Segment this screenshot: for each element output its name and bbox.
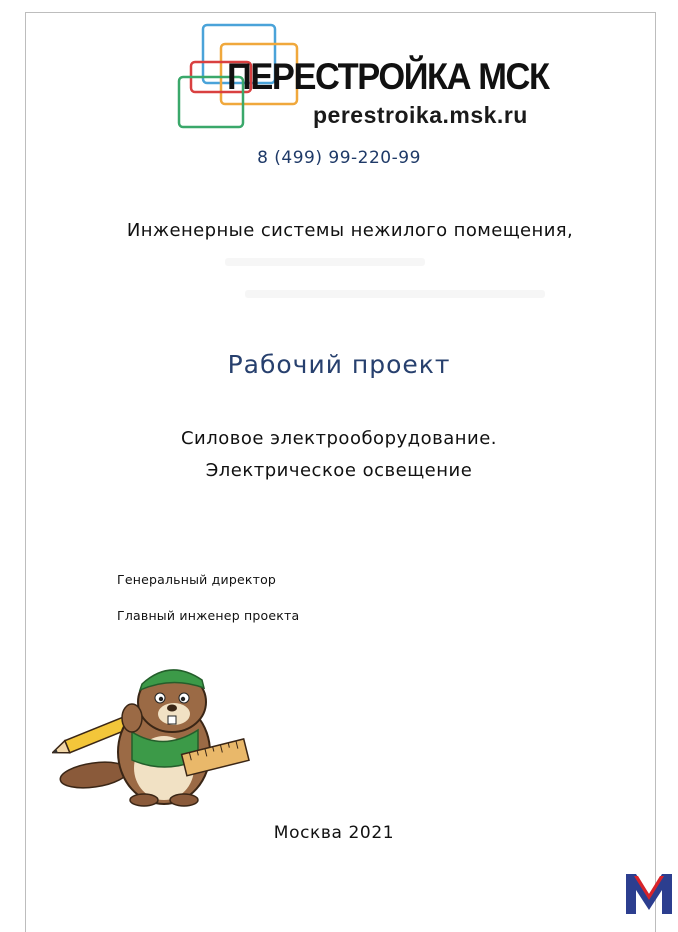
company-website: perestroika.msk.ru bbox=[313, 102, 528, 128]
director-signature-label: Генеральный директор bbox=[117, 572, 277, 587]
document-subtitle: Инженерные системы нежилого помещения, bbox=[126, 220, 574, 241]
section-title-line1: Силовое электрооборудование. bbox=[180, 428, 498, 449]
redacted-line bbox=[245, 290, 545, 298]
section-title-line2: Электрическое освещение bbox=[205, 460, 473, 481]
beaver-mascot-icon bbox=[52, 640, 252, 810]
project-type-title: Рабочий проект bbox=[227, 350, 451, 379]
metro-logo-icon bbox=[624, 870, 674, 916]
company-logo bbox=[175, 22, 549, 132]
chief-engineer-signature-label: Главный инженер проекта bbox=[117, 608, 300, 623]
redacted-line bbox=[225, 258, 425, 266]
company-phone: 8 (499) 99-220-99 bbox=[257, 148, 421, 168]
company-name: ПЕРЕСТРОЙКА МСК bbox=[227, 56, 549, 97]
city-year: Москва 2021 bbox=[273, 823, 395, 843]
